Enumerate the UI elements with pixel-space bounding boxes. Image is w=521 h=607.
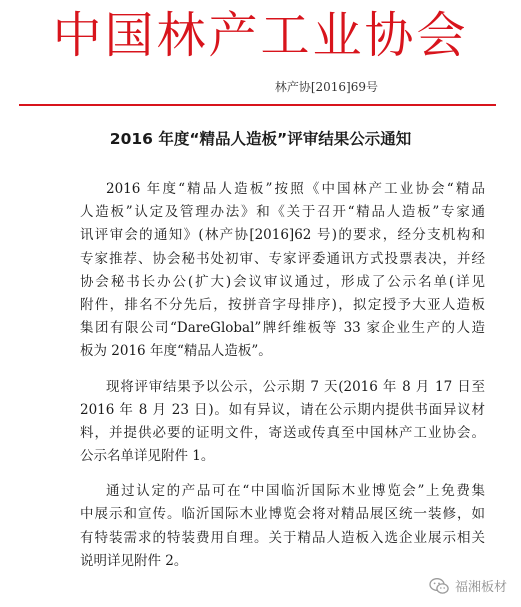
text-line: 讯评审会的通知》(林产协[2016]62 号)的要求，经分支机构和 [80,227,485,244]
notice-body [80,178,485,573]
watermark-text: 福湘板材 [454,580,507,595]
org-name-header: 中国林产工业协会 [52,7,469,64]
text-line: 专家推荐、协会秘书处初审、专家评委通讯方式投票表决，并经 [80,250,485,267]
text-line: 现将评审结果予以公示，公示期 7 天(2016 年 8 月 17 日至 [106,378,485,395]
text-line: 通过认定的产品可在“中国临沂国际木业博览会”上免费集 [106,483,485,500]
text-line: 公示名单详见附件 1。 [80,448,215,465]
text-line: 料，并提供必要的证明文件，寄送或传真至中国林产工业协会。 [80,424,485,441]
text-line: 2016 年度“精品人造板”按照《中国林产工业协会“精品 [106,181,485,197]
red-divider-rule [19,104,496,106]
text-line: 中展示和宣传。临沂国际木业博览会将对精品展区统一装修，如 [80,506,485,523]
notice-title: 2016 年度“精品人造板”评审结果公示通知 [109,130,412,148]
text-line: 说明详见附件 2。 [80,552,188,569]
paragraph-2 [80,376,485,469]
watermark [429,576,507,595]
text-line: 板为 2016 年度“精品人造板”。 [80,343,272,360]
text-line: 人造板”认定及管理办法》和《关于召开“精品人造板”专家通 [80,204,485,221]
text-line: 集团有限公司“DareGlobal”牌纤维板等 33 家企业生产的人造 [80,320,485,337]
text-line: 有特装需求的特装费用自理。关于精品人造板入选企业展示相关 [80,529,485,546]
paragraph-3 [80,480,485,573]
text-line: 附件，排名不分先后，按拼音字母排序)，拟定授予大亚人造板 [80,296,485,313]
wechat-icon [429,577,449,595]
paragraph-1 [80,178,485,364]
text-line: 协会秘书长办公(扩大)会议审议通过，形成了公示名单(详见 [80,273,485,290]
text-line: 2016 年 8 月 23 日)。如有异议，请在公示期内提供书面异议材 [80,401,485,418]
document-number: 林产协[2016]69号 [274,80,378,94]
